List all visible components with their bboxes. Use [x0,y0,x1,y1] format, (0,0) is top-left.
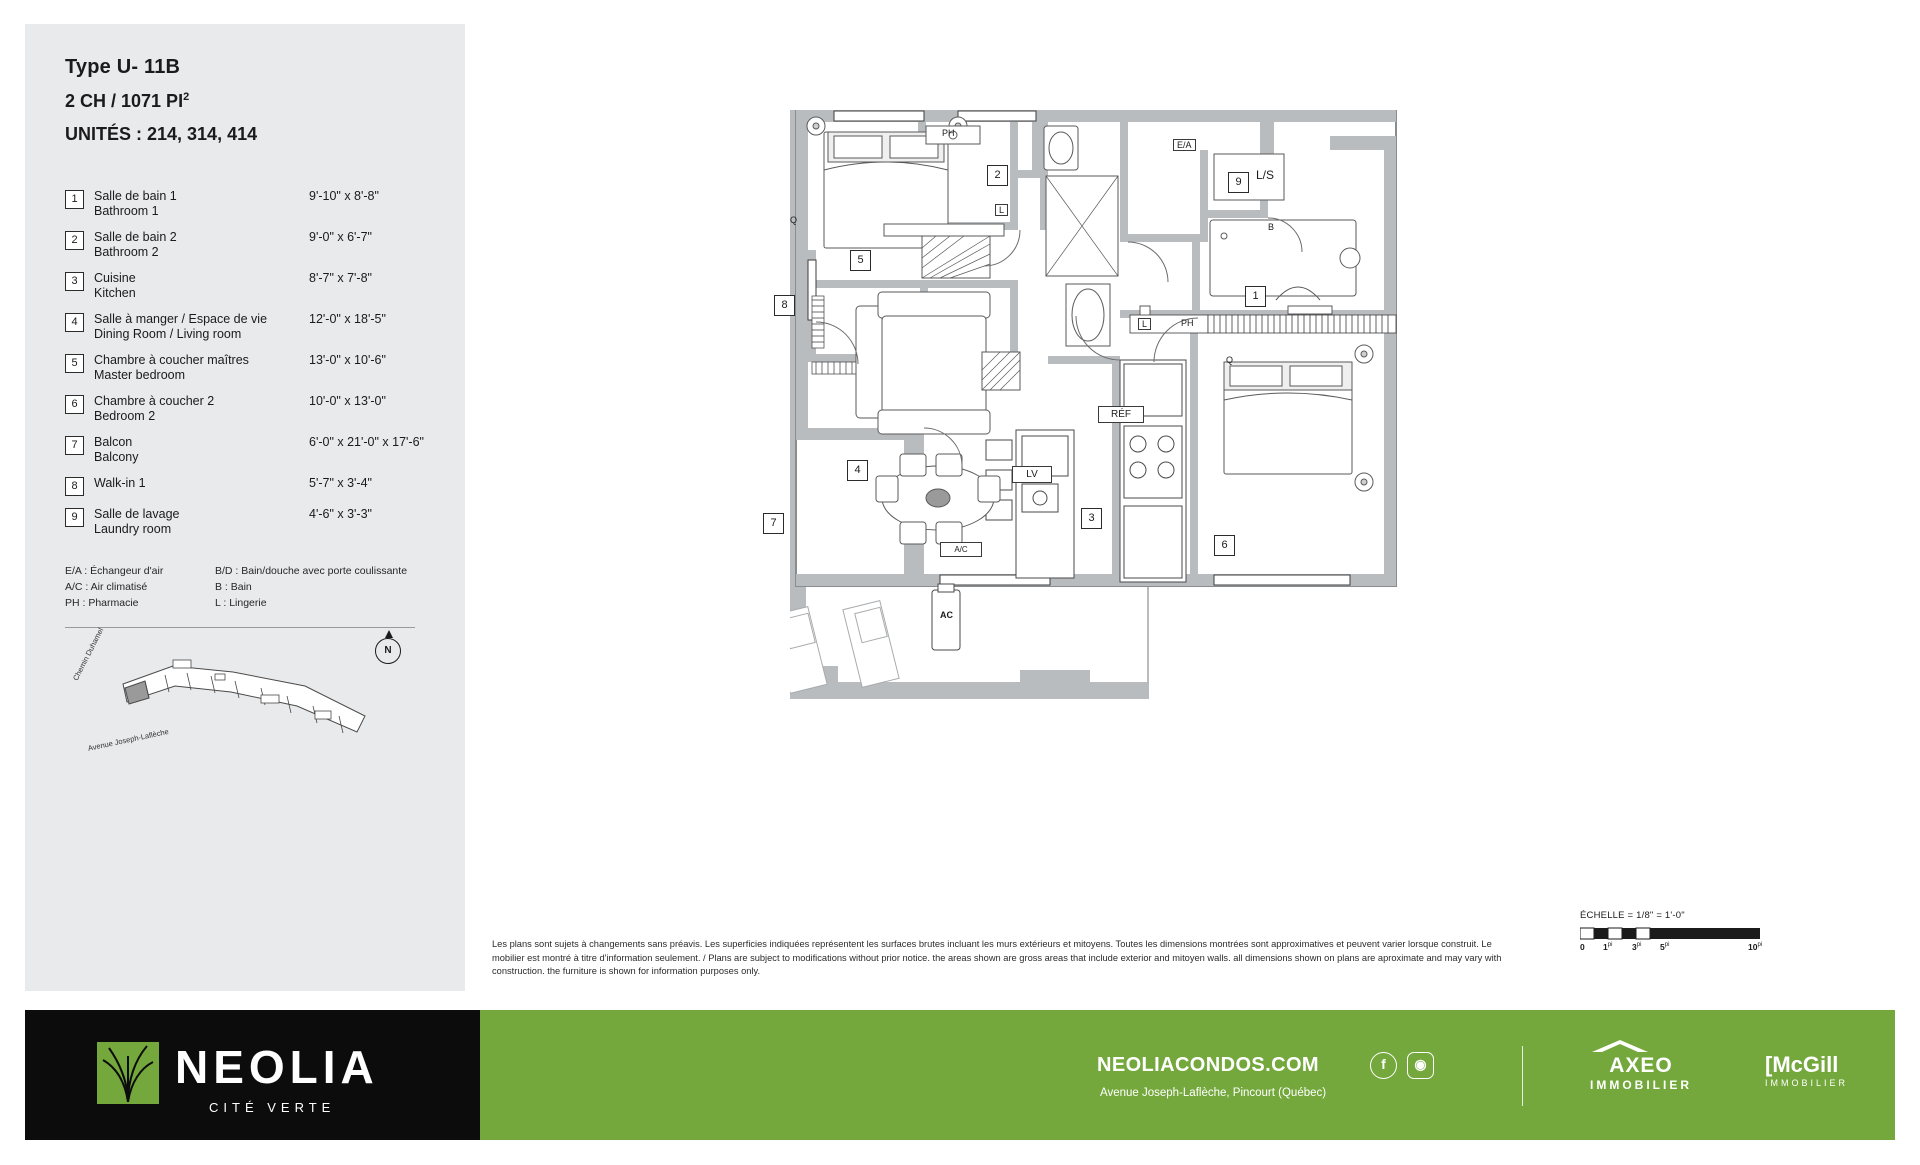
brand-name: NEOLIA [175,1041,379,1093]
scale-bar [1580,910,1780,954]
footer-address: Avenue Joseph-Laflèche, Pincourt (Québec) [1100,1087,1327,1099]
label-queen-bedroom2: Q [1226,355,1234,365]
plan-tag-5: 5 [850,250,871,271]
room-dimensions: 8'-7" x 7'-8" [309,271,372,285]
list-item [65,353,429,383]
scale-tick-value: 10 [1748,942,1758,952]
room-name-fr: Chambre à coucher 2 [94,394,215,408]
abbr-item: PH : Pharmacie [65,597,139,609]
plan-tag-3: 3 [1081,508,1102,529]
room-name-en: Bathroom 2 [94,245,159,259]
plan-tag-1: 1 [1245,286,1266,307]
room-dimensions: 12'-0" x 18'-5" [309,312,386,326]
abbreviations [65,563,429,611]
abbr-item: E/A : Échangeur d'air [65,565,164,577]
list-item [65,476,429,496]
plan-tag-6: 6 [1214,535,1235,556]
unit-area-sup: 2 [183,91,190,103]
label-pharmacy: PH [942,128,955,138]
room-name-en: Bathroom 1 [94,204,159,218]
room-name-en: Master bedroom [94,368,186,382]
room-number-badge: 6 [65,395,84,414]
axeo-roof-icon [1590,1038,1650,1054]
label-linen-bath1: L [1138,318,1151,330]
label-pharmacy-bath1: PH [1181,318,1194,328]
plan-tag-2: 2 [987,165,1008,186]
label-dishwasher: LV [1012,466,1052,483]
label-queen-master: Q [790,215,798,225]
plan-tag-7: 7 [763,513,784,534]
room-name-fr: Chambre à coucher maîtres [94,353,249,367]
room-name-en: Bedroom 2 [94,409,156,423]
room-number-badge: 4 [65,313,84,332]
room-number-badge: 7 [65,436,84,455]
room-number-badge: 3 [65,272,84,291]
partner-axeo-sub: IMMOBILIER [1590,1078,1692,1092]
neolia-leaf-icon [97,1042,159,1104]
room-dimensions: 4'-6" x 3'-3" [309,507,372,521]
room-name-en: Kitchen [94,286,136,300]
room-name-fr: Salle de bain 2 [94,230,177,244]
unit-area [65,91,429,112]
room-dimensions: 6'-0" x 21'-0" x 17'-6" [309,435,424,449]
room-number-badge: 2 [65,231,84,250]
label-bath: B [1268,222,1275,232]
room-legend [65,189,429,537]
facebook-icon[interactable]: f [1370,1052,1397,1079]
room-number-badge: 5 [65,354,84,373]
footer-divider [1522,1046,1523,1106]
abbr-item: B/D : Bain/douche avec porte coulissante [215,565,408,577]
page-title: Type U- 11B [65,56,181,78]
label-linen-bath2: L [995,204,1008,216]
scale-ticks [1580,942,1780,954]
label-air-exchanger: E/A [1173,139,1196,151]
disclaimer-text: Les plans sont sujets à changements sans préavis. Les superficies indiquées représentent les surfaces brutes incluant les murs extérieurs et mitoyens. Toutes les dimensions montrées sont approximatives et peuvent varier lorsque construit. Le mobilier est montré à titre d'information seulement. / Plans are subject to modifications without prior notice. the areas shown are gross areas that include exterior and mitoyen walls. all dimensions shown on plans are aproximate and may vary with construction. the furniture is shown for information purposes only. [492,939,1502,976]
partner-mcgill [1765,1052,1848,1088]
label-ac-unit: AC [940,610,953,620]
room-name-fr: Balcon [94,435,133,449]
scale-tick-value: 5 [1660,942,1665,952]
room-name-fr: Salle de lavage [94,507,180,521]
compass-icon: N [375,638,401,664]
key-plan-street-bottom: Avenue Joseph-Laflèche [87,726,170,753]
scale-graphic [1580,927,1770,939]
room-dimensions: 10'-0" x 13'-0" [309,394,386,408]
list-item [65,271,429,301]
list-item [65,394,429,424]
instagram-icon[interactable]: ◉ [1407,1052,1434,1079]
label-washer-dryer: L/S [1256,168,1275,182]
partner-mcgill-text: McGill [1772,1052,1839,1077]
scale-tick-unit: pi [1757,942,1763,949]
room-dimensions: 9'-10" x 8'-8" [309,189,379,203]
plan-tag-8: 8 [774,295,795,316]
room-number-badge: 9 [65,508,84,527]
list-item [65,312,429,342]
abbr-item: B : Bain [215,581,252,593]
website-link[interactable]: NEOLIACONDOS.COM [1097,1054,1319,1076]
room-name-fr: Walk-in 1 [94,476,146,490]
scale-tick-value: 1 [1603,942,1608,952]
partner-axeo-name: AXEO [1609,1054,1673,1077]
scale-tick-unit: pi [1636,942,1642,949]
room-name-en: Balcony [94,450,139,464]
label-air-conditioning-indoor: A/C [940,542,982,557]
scale-tick-value: 0 [1580,942,1585,952]
list-item [65,230,429,260]
partner-mcgill-name: [McGill [1765,1052,1839,1077]
floor-plan-drawing [770,110,1570,870]
abbr-item: L : Lingerie [215,597,267,609]
list-item [65,507,429,537]
partner-axeo [1590,1054,1692,1092]
list-item [65,435,429,465]
brand-tagline: CITÉ VERTE [209,1100,336,1115]
unit-numbers: UNITÉS : 214, 314, 414 [65,124,258,144]
list-item [65,189,429,219]
abbr-item: A/C : Air climatisé [65,581,148,593]
scale-tick-value: 3 [1632,942,1637,952]
leaf-icon-svg [97,1042,159,1104]
social-links [1370,1052,1434,1079]
room-dimensions: 13'-0" x 10'-6" [309,353,386,367]
plan-tag-9: 9 [1228,172,1249,193]
partner-mcgill-sub: IMMOBILIER [1765,1078,1849,1088]
plan-tag-4: 4 [847,460,868,481]
scale-tick-unit: pi [1664,942,1670,949]
room-name-fr: Cuisine [94,271,136,285]
footer-bar [25,1010,1895,1140]
scale-tick-unit: pi [1607,942,1613,949]
room-name-fr: Salle de bain 1 [94,189,177,203]
key-plan [65,626,429,766]
divider [65,627,415,628]
info-panel [25,24,465,991]
room-name-en: Dining Room / Living room [94,327,242,341]
room-dimensions: 5'-7" x 3'-4" [309,476,372,490]
key-plan-street-left: Chemin Duhamel [71,626,106,683]
room-number-badge: 1 [65,190,84,209]
room-name-en: Laundry room [94,522,172,536]
unit-area-text: 2 CH / 1071 PI [65,91,184,111]
room-dimensions: 9'-0" x 6'-7" [309,230,372,244]
room-number-badge: 8 [65,477,84,496]
room-name-fr: Salle à manger / Espace de vie [94,312,268,326]
scale-label: ÉCHELLE = 1/8" = 1'-0" [1580,910,1685,921]
label-refrigerator: RÉF [1098,406,1144,423]
